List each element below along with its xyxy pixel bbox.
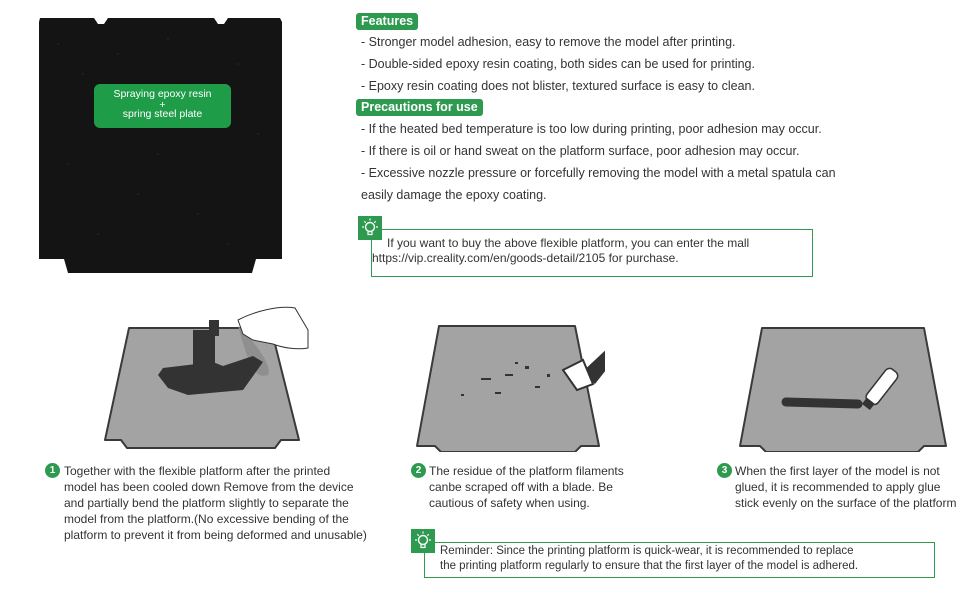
precautions-heading: Precautions for use — [356, 99, 483, 116]
step3-illustration — [738, 326, 950, 452]
plate-label — [94, 84, 231, 128]
precaution-item: - If the heated bed temperature is too low during printing, poor adhesion may occur. — [361, 122, 822, 136]
step-line: cautious of safety when using. — [429, 496, 590, 510]
step-number: 2 — [411, 463, 426, 478]
step-line: model has been cooled down Remove from the device — [64, 480, 354, 494]
step-number: 3 — [717, 463, 732, 478]
plate-label-line1: Spraying epoxy resin — [113, 88, 212, 100]
features-heading: Features — [356, 13, 418, 30]
precaution-item: - If there is oil or hand sweat on the platform surface, poor adhesion may occur. — [361, 144, 800, 158]
reminder-line1: Reminder: Since the printing platform is quick-wear, it is recommended to replace — [440, 545, 854, 557]
buy-note-line1: If you want to buy the above flexible platform, you can enter the mall — [387, 236, 750, 250]
step2-text — [429, 463, 689, 511]
reminder-line2: the printing platform regularly to ensure that the first layer of the model is adhered. — [440, 560, 859, 572]
step-line: model from the platform.(No excessive bending of the — [64, 512, 349, 526]
buy-note-line2: https://vip.creality.com/en/goods-detail/2105 for purchase. — [372, 251, 679, 265]
step1-text — [64, 463, 404, 543]
epoxy-plate-image — [38, 14, 283, 274]
feature-item: - Double-sided epoxy resin coating, both sides can be used for printing. — [361, 57, 755, 71]
plate-label-line3: spring steel plate — [122, 107, 203, 120]
precaution-item: easily damage the epoxy coating. — [361, 188, 547, 202]
step2-illustration — [415, 322, 605, 452]
step-line: and partially bend the platform slightly to separate the — [64, 496, 349, 510]
step-line: stick evenly on the surface of the platform — [735, 496, 957, 510]
precaution-item: - Excessive nozzle pressure or forcefully removing the model with a metal spatula can — [361, 166, 836, 180]
step-line: When the first layer of the model is not — [735, 464, 940, 478]
step3-text — [735, 463, 978, 511]
step-line: Together with the flexible platform after the printed — [64, 464, 331, 478]
step-line: canbe scraped off with a blade. Be — [429, 480, 613, 494]
step1-illustration — [103, 300, 313, 452]
step-number: 1 — [45, 463, 60, 478]
feature-item: - Stronger model adhesion, easy to remove the model after printing. — [361, 35, 736, 49]
feature-item: - Epoxy resin coating does not blister, textured surface is easy to clean. — [361, 79, 755, 93]
plate-label-line2: + — [159, 98, 166, 111]
lightbulb-icon — [358, 216, 382, 240]
lightbulb-icon — [411, 529, 435, 553]
step-line: The residue of the platform filaments — [429, 464, 624, 478]
step-line: platform to prevent it from being deformed and unusable) — [64, 528, 367, 542]
step-line: glued, it is recommended to apply glue — [735, 480, 941, 494]
